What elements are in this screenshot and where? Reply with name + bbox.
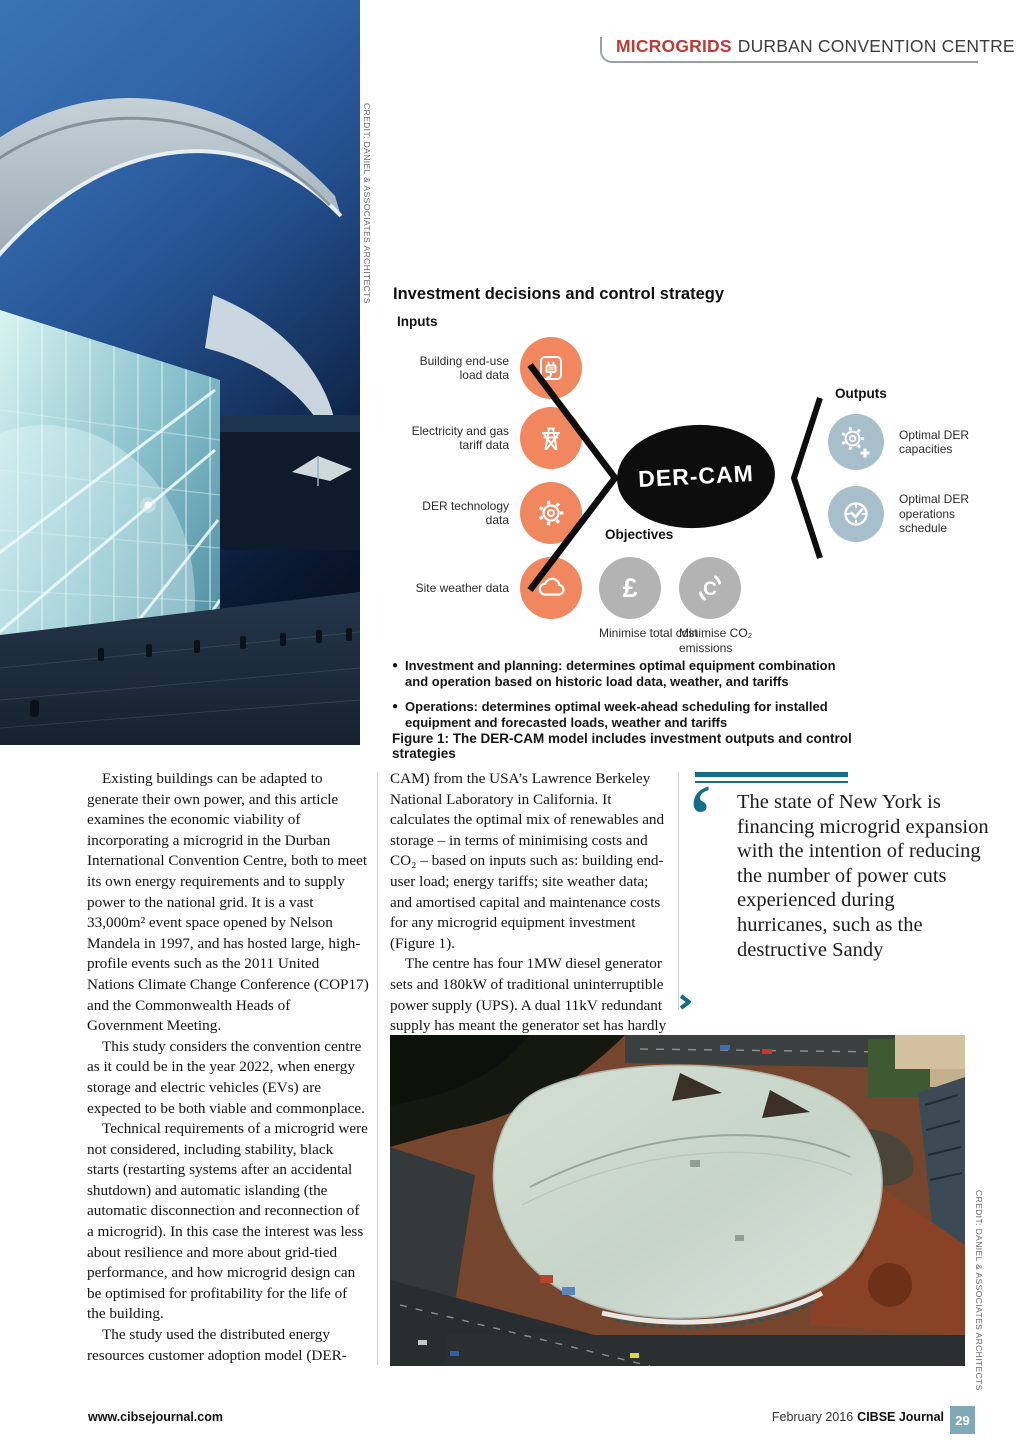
objectives-label: Objectives — [605, 527, 674, 542]
objective-label: Minimise CO₂ emissions — [679, 626, 753, 655]
quote-rule-thin — [695, 781, 848, 783]
bullet-dot-icon: ● — [392, 701, 399, 712]
continued-arrow-icon — [677, 993, 693, 1011]
paragraph: Technical requirements of a microgrid were not considered, including stability, black starts (restarting systems after an accidental shutdown) and automatic islanding (the automatic disconnection and reconnection of a microgrid). In this case the interest was less about resilience and more about grid-tied performance, and how microgrid design can be optimised for profitability for the life of the building. — [87, 1120, 368, 1323]
footer-issue-line — [772, 1410, 944, 1424]
photo-durban-icc-night — [0, 0, 360, 745]
svg-text:£: £ — [622, 573, 638, 603]
der-cam-model: DER-CAM — [614, 421, 777, 532]
photo-durban-icc-aerial — [390, 1035, 965, 1366]
outputs-label: Outputs — [835, 386, 887, 401]
objective-circle — [679, 557, 741, 619]
objective-circle — [599, 557, 661, 619]
input-label: DER technology data — [422, 498, 509, 527]
open-quote-icon: ‘ — [684, 764, 718, 875]
output-label: Optimal DER capacities — [899, 427, 970, 456]
paragraph: This study considers the convention centre as it could be in the year 2022, when energy storage and electric vehicles (EVs) are expected to be both viable and commonplace. — [87, 1037, 365, 1117]
input-label: Site weather data — [415, 580, 509, 595]
photo-left-art — [0, 0, 360, 745]
bullet-operations — [392, 699, 844, 731]
output-row-operations-schedule — [828, 486, 1004, 542]
model-to-outputs-connector — [788, 390, 828, 566]
bullet-text: Operations: determines optimal week-ahead scheduling for installed equipment and forecasted loads, weather and tariffs — [405, 699, 828, 730]
input-label: Building end-use load data — [419, 353, 509, 382]
figure-bullets — [392, 658, 844, 740]
photo-credit-left: CREDIT: DANIEL & ASSOCIATES ARCHITECTS — [362, 103, 372, 304]
objective-co2-emissions — [679, 557, 789, 655]
bullet-dot-icon: ● — [392, 660, 399, 671]
output-circle — [828, 486, 884, 542]
svg-text:C: C — [703, 579, 717, 600]
article-column-1 — [87, 769, 369, 1366]
header-title: DURBAN CONVENTION CENTRE — [737, 36, 1015, 56]
pull-quote: The state of New York is financing microgrid expansion with the intention of reducing the number of power cuts experienced during hurricanes, such as the destructive Sandy — [737, 791, 989, 961]
photo-bottom-art — [390, 1035, 965, 1366]
footer-website: www.cibsejournal.com — [88, 1410, 223, 1424]
output-row-capacities — [828, 414, 1004, 470]
clock-icon — [838, 496, 874, 532]
figure-caption: Figure 1: The DER-CAM model includes investment outputs and control strategies — [392, 731, 852, 761]
bullet-investment-planning — [392, 658, 844, 690]
output-circle — [828, 414, 884, 470]
column-divider — [377, 772, 378, 1365]
page-header — [616, 36, 1015, 57]
photo-credit-bottom: CREDIT: DANIEL & ASSOCIATES ARCHITECTS — [974, 1190, 984, 1391]
column-divider — [678, 772, 679, 1010]
figure-title: Investment decisions and control strategy — [393, 285, 724, 303]
article-column-2 — [390, 769, 671, 1037]
paragraph: The study used the distributed energy resources customer adoption model (DER- — [87, 1326, 347, 1364]
bullet-text: Investment and planning: determines optimal equipment combination and operation based on historic load data, weather, and tariffs — [405, 658, 836, 689]
page-number-badge: 29 — [950, 1406, 975, 1434]
objective-label: Minimise total cost — [599, 626, 698, 640]
output-label: Optimal DER operations schedule — [899, 492, 970, 536]
input-label: Electricity and gas tariff data — [411, 423, 509, 452]
pound-icon — [610, 568, 650, 608]
paragraph: The centre has four 1MW diesel generator sets and 180kW of traditional uninterruptible power supply (UPS). A dual 11kV redundant supply has meant the generator set has hardly — [390, 955, 667, 1035]
paragraph: Existing buildings can be adapted to generate their own power, and this article examines the economic viability of incorporating a microgrid in the Durban International Convention Centre, both to meet its own energy requirements and to supply power to the national grid. It is a vast 33,000m² event space opened by Nelson Mandela in 1997, and has hosted large, high-profile events such as the 2011 United Nations Climate Change Conference (COP17) and the Commonwealth Heads of Government Meeting. — [87, 770, 369, 1035]
quote-rule-thick — [695, 772, 848, 777]
co2-icon — [690, 568, 730, 608]
gear-plus-icon — [838, 424, 874, 460]
inputs-label: Inputs — [397, 314, 438, 329]
footer-issue: February 2016 — [771, 1410, 854, 1424]
footer-journal: CIBSE Journal — [857, 1410, 944, 1424]
header-topic: MICROGRIDS — [616, 36, 732, 56]
paragraph: CAM) from the USA’s Lawrence Berkeley National Laboratory in California. It calculates the optimal mix of renewables and storage – in terms of minimising costs and CO₂ – based on inputs such as: building end-user load; energy tariffs; site weather data; and amortised capital and maintenance costs for any microgrid equipment investment (Figure 1). — [390, 770, 665, 952]
